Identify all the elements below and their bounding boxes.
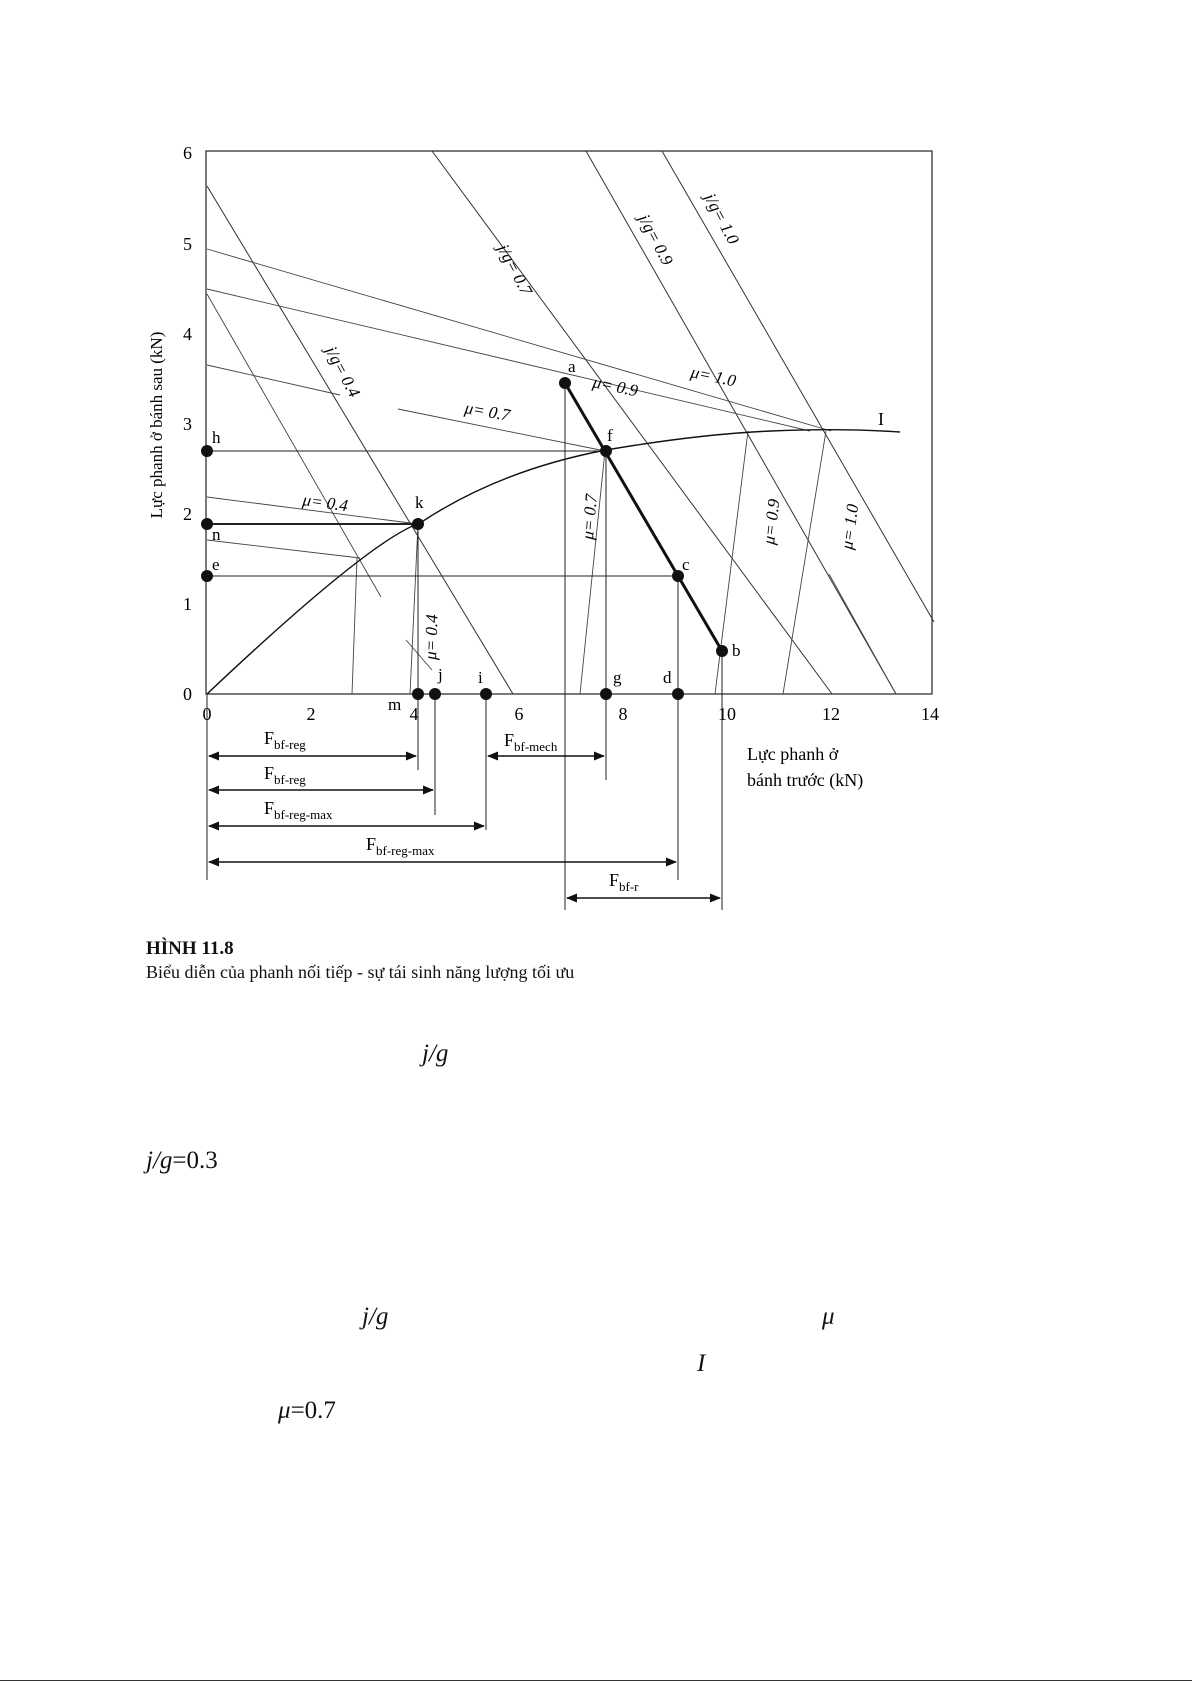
dim-label: $F_{bf-reg-max}$ (264, 798, 333, 822)
label-e: e (212, 555, 220, 574)
page-footer-rule (0, 1680, 1192, 1681)
label-h: h (212, 428, 221, 447)
x-tick: 10 (718, 704, 736, 724)
mu-label: μ= 0.4 (301, 490, 350, 516)
label-b: b (732, 641, 741, 660)
math-fragment-jg-2: j/g (362, 1303, 389, 1330)
ideal-braking-curve (207, 430, 900, 694)
x-axis-label-line2: bánh trước (kN) (747, 770, 864, 790)
mu-label: μ= 0.9 (759, 497, 784, 546)
label-a: a (568, 357, 576, 376)
x-tick: 6 (514, 704, 524, 724)
mu-labels (300, 362, 862, 661)
x-tick: 4 (409, 704, 419, 724)
figure-caption-title: HÌNH 11.8 (146, 938, 234, 959)
dimension-labels (264, 728, 639, 894)
math-fragment-mu-value (278, 1397, 336, 1425)
curve-label-I: I (878, 409, 884, 429)
math-fragment-I: I (697, 1350, 706, 1377)
y-tick: 2 (183, 504, 192, 524)
label-n: n (212, 525, 221, 544)
math-var: μ (278, 1397, 291, 1424)
mu-label: μ= 1.0 (837, 502, 863, 551)
dim-label: $F_{bf-mech}$ (504, 730, 558, 754)
y-axis-label: Lực phanh ở bánh sau (kN) (147, 331, 166, 519)
y-tick: 4 (183, 324, 192, 344)
dim-label: $F_{bf-reg}$ (264, 728, 306, 752)
y-tick: 5 (183, 234, 192, 254)
vertical-reference-lines (207, 383, 722, 910)
label-m: m (388, 695, 402, 714)
mu-label: μ= 0.9 (591, 372, 640, 401)
jg-labels (321, 188, 744, 401)
label-c: c (682, 555, 690, 574)
horizontal-reference-lines (207, 451, 678, 576)
label-g: g (613, 668, 622, 687)
x-tick: 8 (618, 704, 628, 724)
jg-lines (207, 151, 934, 694)
mu-label: μ= 0.7 (578, 493, 601, 541)
jg-label: j/g= 0.9 (634, 210, 678, 269)
dim-label: $F_{bf-reg}$ (264, 763, 306, 787)
mu-label: μ= 0.4 (421, 613, 442, 661)
y-tick: 0 (183, 684, 192, 704)
y-tick: 1 (183, 594, 192, 614)
figure-caption-text: Biểu diễn của phanh nối tiếp - sự tái sinh năng lượng tối ưu (146, 962, 575, 982)
math-var: j/g (146, 1147, 173, 1174)
math-fragment-mu: μ (822, 1303, 835, 1330)
mu-label: μ= 1.0 (689, 362, 738, 391)
label-d: d (663, 668, 672, 687)
math-fragment-jg: j/g (422, 1040, 449, 1067)
math-value: =0.3 (172, 1147, 218, 1174)
plot-frame (206, 151, 932, 694)
points (201, 377, 728, 700)
math-fragment-jg-value (146, 1147, 218, 1175)
x-tick: 2 (306, 704, 316, 724)
label-f: f (607, 426, 613, 445)
x-ticks (203, 704, 940, 724)
label-j: j (438, 665, 443, 684)
y-tick: 3 (183, 414, 192, 434)
jg-label: j/g= 1.0 (700, 189, 744, 248)
x-tick: 12 (822, 704, 840, 724)
x-axis-label-line1: Lực phanh ở (747, 744, 839, 764)
x-tick: 14 (921, 704, 939, 724)
label-i: i (478, 668, 483, 687)
dim-label: $F_{bf-reg-max}$ (366, 834, 435, 858)
mu-label: μ= 0.7 (463, 398, 512, 425)
math-value: =0.7 (290, 1397, 336, 1424)
x-tick: 0 (202, 704, 212, 724)
y-ticks (183, 143, 192, 704)
dim-label: $F_{bf-r}$ (609, 870, 639, 894)
jg-label: j/g= 0.7 (493, 240, 537, 299)
mu-lines-front (207, 249, 831, 597)
jg-label: j/g= 0.4 (321, 342, 365, 401)
y-tick: 6 (183, 143, 192, 163)
label-k: k (415, 493, 424, 512)
